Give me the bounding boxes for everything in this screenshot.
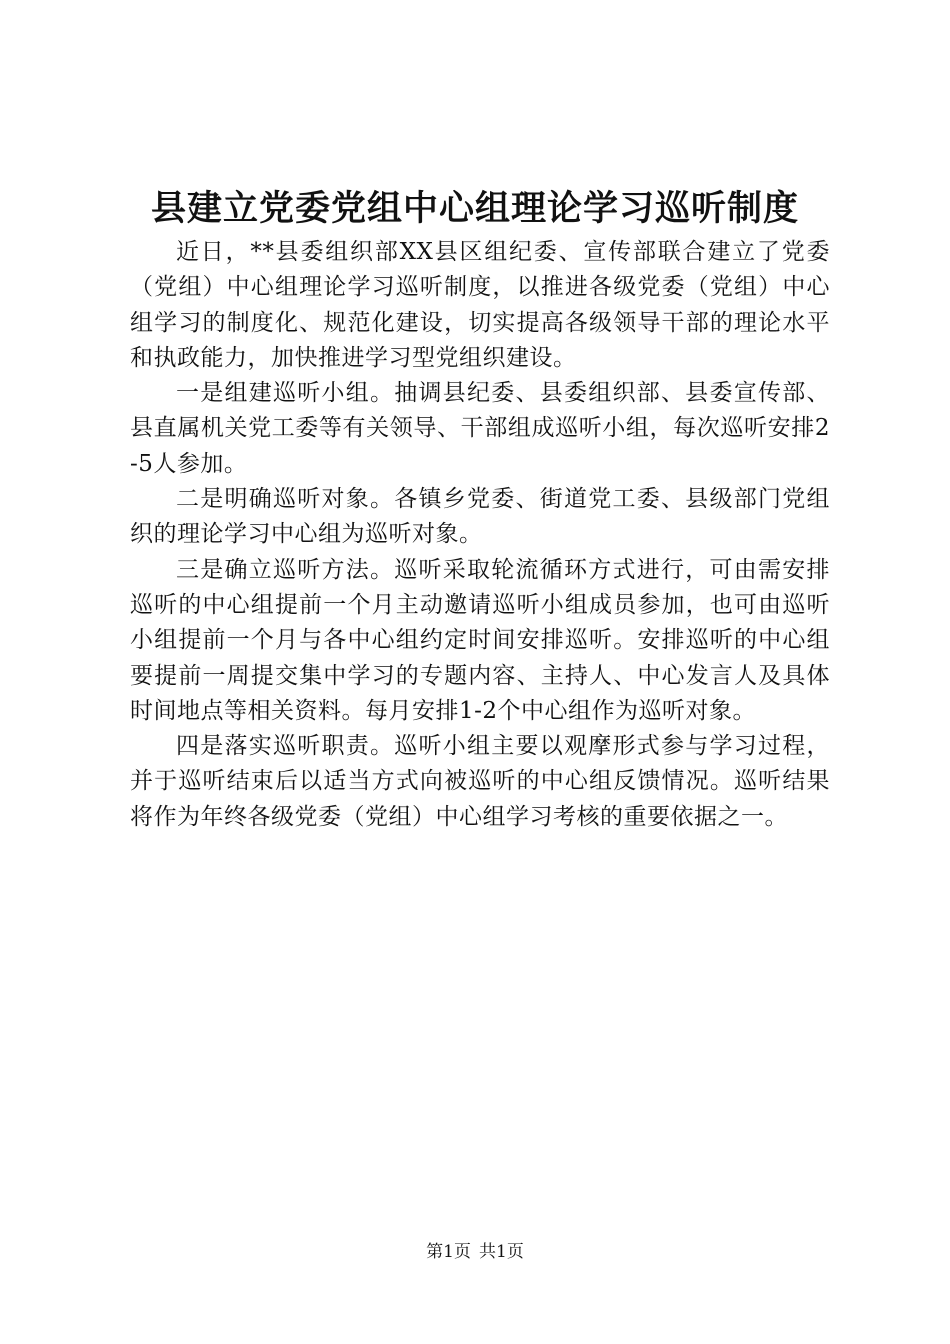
paragraph-point-2: 二是明确巡听对象。各镇乡党委、街道党工委、县级部门党组织的理论学习中心组为巡听对象。 [130,486,830,548]
paragraph-point-3: 三是确立巡听方法。巡听采取轮流循环方式进行，可由需安排巡听的中心组提前一个月主动邀请巡听小组成员参加，也可由巡听小组提前一个月与各中心组约定时间安排巡听。安排巡听的中心组要提前一周提交集中学习的专题内容、主持人、中心发言人及具体时间地点等相关资料。每月安排1-2个中心组作为巡听对象。 [130,556,830,724]
document-body [130,235,830,835]
paragraph-intro: 近日，**县委组织部XX县区组纪委、宣传部联合建立了党委（党组）中心组理论学习巡听制度，以推进各级党委（党组）中心组学习的制度化、规范化建设，切实提高各级领导干部的理论水平和执政能力，加快推进学习型党组织建设。 [130,239,830,371]
paragraph-point-1: 一是组建巡听小组。抽调县纪委、县委组织部、县委宣传部、县直属机关党工委等有关领导、干部组成巡听小组，每次巡听安排2-5人参加。 [130,380,830,477]
page-number: 第1页 [426,1242,471,1262]
document-title: 县建立党委党组中心组理论学习巡听制度 [150,188,799,229]
paragraph-point-4: 四是落实巡听职责。巡听小组主要以观摩形式参与学习过程，并于巡听结束后以适当方式向被巡听的中心组反馈情况。巡听结果将作为年终各级党委（党组）中心组学习考核的重要依据之一。 [130,733,830,830]
page-footer [0,1240,950,1264]
page-total: 共1页 [479,1242,524,1262]
